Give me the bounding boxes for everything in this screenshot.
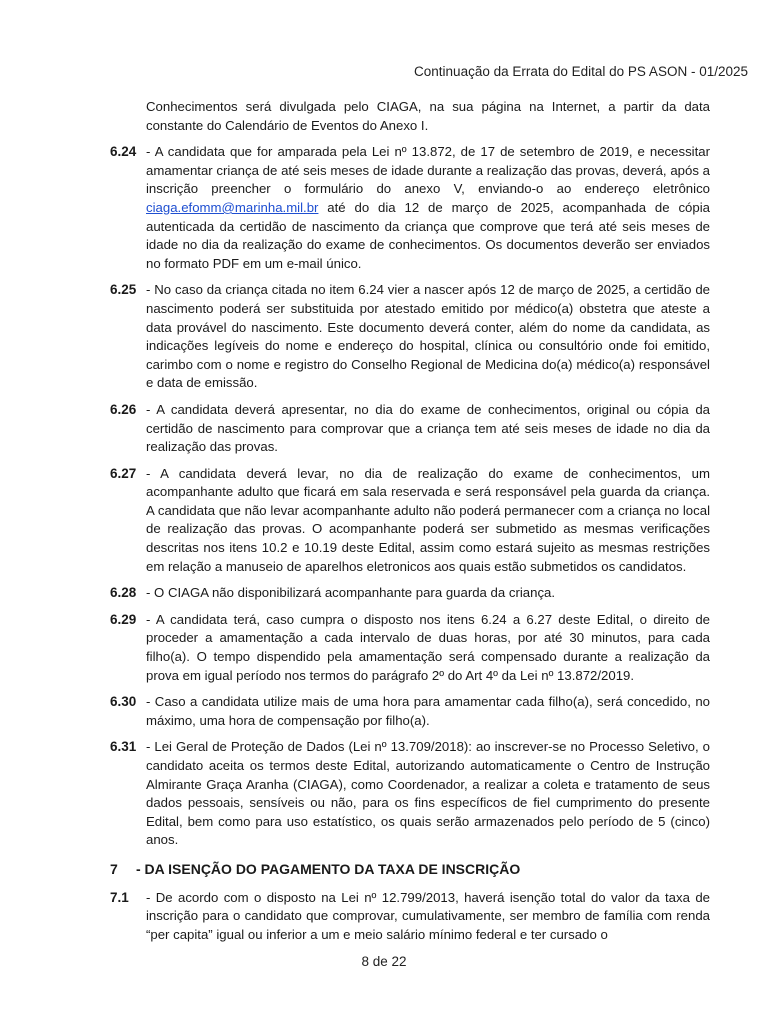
- item-text: - A candidata deverá levar, no dia de realização do exame de conhecimentos, um acompanhante adulto que ficará em sala reservada e será responsável pela guarda da criança. A candidata que não levar acompanhante adulto não poderá permanecer com a criança no local de realização das provas. O acompanhante poderá ser submetido as mesmas verificações descritas nos itens 10.2 e 10.19 deste Edital, assim como estará sujeito as mesmas restrições em relação a manuseio de aparelhos eletronicos aos quais estão submetidos os candidatos.: [146, 465, 710, 574]
- item-6-24: [110, 143, 710, 273]
- section-number: 7: [110, 860, 118, 877]
- document-body: [110, 98, 710, 944]
- item-6-29: [110, 611, 710, 685]
- item-6-30: [110, 693, 710, 730]
- item-6-26: [110, 401, 710, 457]
- item-text: - O CIAGA não disponibilizará acompanhante para guarda da criança.: [146, 585, 556, 601]
- item-text: até do dia 12 de março de 2025, acompanhada de cópia autenticada da certidão de nascimento da criança que comprove que terá até seis meses de idade no dia da realização do exame de conhecimentos. Os documentos deverão ser enviados no formato PDF em um e-mail único.: [146, 199, 710, 271]
- item-number: 6.31: [110, 739, 137, 755]
- page-header: Continuação da Errata do Edital do PS ASON - 01/2025: [414, 64, 748, 79]
- item-number: 6.26: [110, 401, 137, 417]
- item-number: 6.24: [110, 144, 137, 160]
- item-6-27: [110, 465, 710, 577]
- item-7-1: [110, 889, 710, 945]
- item-number: 6.25: [110, 282, 137, 298]
- section-title: - DA ISENÇÃO DO PAGAMENTO DA TAXA DE INSCRIÇÃO: [136, 860, 521, 877]
- item-number: 6.30: [110, 694, 137, 710]
- item-number: 6.27: [110, 465, 137, 481]
- item-6-31: [110, 738, 710, 850]
- item-text: - Caso a candidata utilize mais de uma hora para amamentar cada filho(a), será concedido, no máximo, uma hora de compensação por filho(a).: [146, 694, 710, 728]
- section-heading: [110, 860, 710, 879]
- item-text: - A candidata deverá apresentar, no dia do exame de conhecimentos, original ou cópia da certidão de nascimento para comprovar que a criança tem até seis meses de idade no dia da realização das provas.: [146, 401, 710, 455]
- item-6-28: [110, 584, 710, 603]
- item-text: - De acordo com o disposto na Lei nº 12.799/2013, haverá isenção total do valor da taxa de inscrição para o candidato que comprovar, cumulativamente, ser membro de família com renda “per capita” igual ou inferior a um e meio salário mínimo federal e ter cursado o: [146, 889, 710, 942]
- item-text: - A candidata terá, caso cumpra o disposto nos itens 6.24 a 6.27 deste Edital, o direito de proceder a amamentação a cada intervalo de duas horas, por até 30 minutos, para cada filho(a). O tempo dispendido pela amamentação será compensado durante a realização da prova em igual período nos termos do parágrafo 2º do Art 4º da Lei nº 13.872/2019.: [146, 611, 710, 683]
- item-6-25: [110, 281, 710, 393]
- page-number: 8 de 22: [361, 954, 407, 969]
- item-number: 6.29: [110, 611, 137, 627]
- item-text: - A candidata que for amparada pela Lei nº 13.872, de 17 de setembro de 2019, e necessitar amamentar criança de até seis meses de idade durante a realização das provas, deverá, após a inscrição preencher o formulário do anexo V, enviando-o ao endereço eletrônico: [146, 144, 710, 197]
- item-number: 7.1: [110, 889, 129, 905]
- continuation-paragraph: Conhecimentos será divulgada pelo CIAGA, na sua página na Internet, a partir da data constante do Calendário de Eventos do Anexo I.: [146, 99, 710, 133]
- item-number: 6.28: [110, 585, 137, 601]
- item-text: - Lei Geral de Proteção de Dados (Lei nº 13.709/2018): ao inscrever-se no Processo Seletivo, o candidato aceita os termos deste Edital, autorizando automaticamente o Centro de Instrução Almirante Graça Aranha (CIAGA), como Coordenador, a realizar a coleta e tratamento de seus dados pessoais, sensíveis ou não, para os fins específicos de fiel cumprimento do presente Edital, bem como para uso estatístico, os quais serão armazenados pelo período de 5 (cinco) anos.: [146, 739, 710, 848]
- email-link[interactable]: ciaga.efomm@marinha.mil.br: [146, 199, 319, 215]
- item-text: - No caso da criança citada no item 6.24 vier a nascer após 12 de março de 2025, a certidão de nascimento poderá ser substituida por atestado emitido por médico(a) obstetra que ateste a data provável do nascimento. Este documento deverá conter, além do nome da candidata, as indicações legíveis do nome e endereço do hospital, clínica ou consultório onde foi emitido, carimbo com o nome e registro do Conselho Regional de Medicina do(a) médico(a) responsável e data de emissão.: [146, 282, 710, 391]
